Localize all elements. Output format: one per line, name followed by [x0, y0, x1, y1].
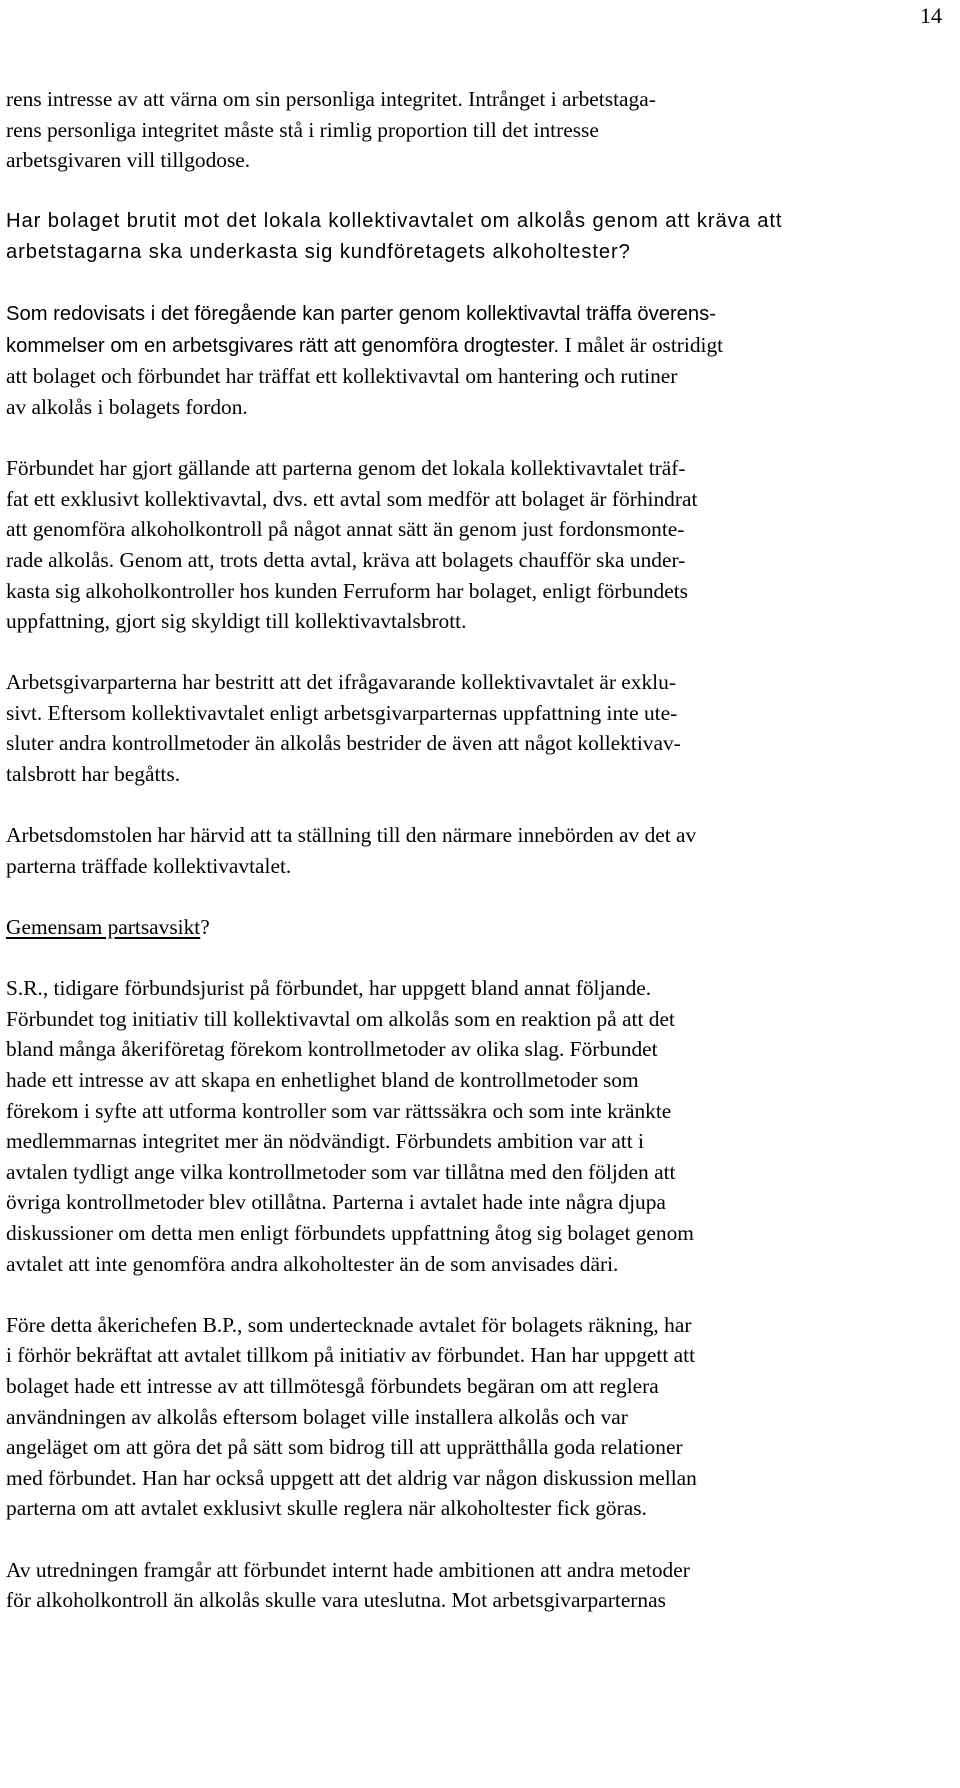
page-number: 14 [920, 3, 942, 28]
paragraph-2 [6, 298, 940, 422]
paragraph-6: S.R., tidigare förbundsjurist på förbundet, har uppgett bland annat följande. Förbundet tog initiativ till kollektivavtal om alkolås som en reaktion på att det bland många åkeriföretag förekom kontrollmetoder av olika slag. Förbundet hade ett intresse av att skapa en enhetlighet bland de kontrollmetoder som förekom i syfte att utforma kontroller som var rättssäkra och som inte kränkte medlemmarnas integritet mer än nödvändigt. Förbundets ambition var att i avtalen tydligt ange vilka kontrollmetoder som var tillåtna med den följden att övriga kontrollmetoder blev otillåtna. Parterna i avtalet hade inte några djupa diskussioner om detta men enligt förbundets uppfattning åtog sig bolaget genom avtalet att inte genomföra andra alkoholtester än de som anvisades däri. [6, 976, 694, 1276]
paragraph-5: Arbetsdomstolen har härvid att ta ställning till den närmare innebörden av det av parterna träffade kollektivavtalet. [6, 823, 697, 878]
question-heading: Har bolaget brutit mot det lokala kollektivavtalet om alkolås genom att kräva att arbetstagarna ska underkasta sig kundföretagets alkoholtester? [6, 210, 783, 263]
paragraph-7: Före detta åkerichefen B.P., som undertecknade avtalet för bolagets räkning, har i förhör bekräftat att avtalet tillkom på initiativ av förbundet. Han har uppgett att bolaget hade ett intresse av att tillmötesgå förbundets begäran om att reglera användningen av alkolås eftersom bolaget ville installera alkolås och var angeläget om att göra det på sätt som bidrog till att upprätthålla goda relationer med förbundet. Han har också uppgett att det aldrig var någon diskussion mellan parterna om att avtalet exklusivt skulle reglera när alkoholtester fick göras. [6, 1312, 697, 1521]
paragraph-4: Arbetsgivarparterna har bestritt att det ifrågavarande kollektivavtalet är exklu- sivt. Eftersom kollektivavtalet enligt arbetsgivarparternas uppfattning inte ute- sluter andra kontrollmetoder än alkolås bestrider de även att något kollektivav- talsbrott har begåtts. [6, 670, 681, 787]
paragraph-1: rens intresse av att värna om sin personliga integritet. Intrånget i arbetstaga- rens personliga integritet måste stå i rimlig proportion till det intresse arbetsgivaren vill tillgodose. [6, 87, 656, 173]
section-heading-question-mark: ? [200, 915, 210, 940]
paragraph-2-sans-part: Som redovisats i det föregående kan parter genom kollektivavtal träffa överens- kommelser om en arbetsgivares rätt att genomföra drogtester. [6, 303, 716, 357]
section-heading [6, 912, 940, 943]
paragraph-8: Av utredningen framgår att förbundet internt hade ambitionen att andra metoder för alkoholkontroll än alkolås skulle vara uteslutna. Mot arbetsgivarparternas [6, 1557, 690, 1613]
document-body [6, 84, 940, 1616]
paragraph-2-serif-part: I målet är ostridigt att bolaget och förbundet har träffat ett kollektivavtal om hantering och rutiner av alkolås i bolagets fordon. [6, 332, 724, 419]
paragraph-3: Förbundet har gjort gällande att parterna genom det lokala kollektivavtalet träf- fat ett exklusivt kollektivavtal, dvs. ett avtal som medför att bolaget är förhindrat att genomföra alkoholkontroll på något annat sätt än genom just fordonsmonte- rade alkolås. Genom att, trots detta avtal, kräva att bolagets chaufför ska under- kasta sig alkoholkontroller hos kunden Ferruform har bolaget, enligt förbundets uppfattning, gjort sig skyldigt till kollektivavtalsbrott. [6, 456, 698, 634]
section-heading-underlined: Gemensam partsavsikt [6, 915, 201, 940]
